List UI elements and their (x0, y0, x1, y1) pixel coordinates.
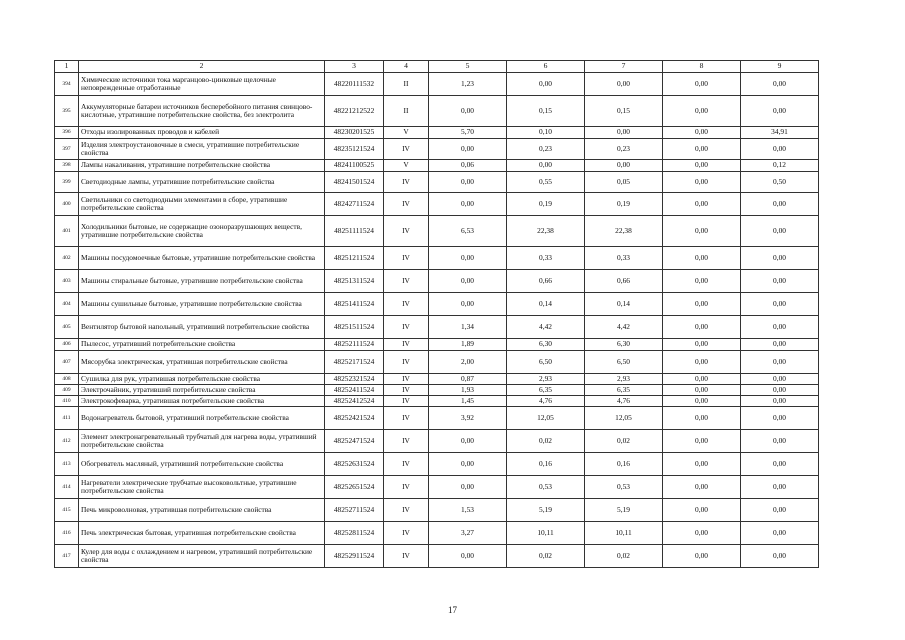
value-cell-5: 0,06 (429, 160, 507, 172)
table-row (55, 476, 819, 499)
value-cell-9: 0,00 (741, 430, 819, 453)
value-cell-9: 0,00 (741, 293, 819, 316)
waste-name-cell: Лампы накаливания, утратившие потребительские свойства (79, 160, 325, 172)
value-cell-7: 0,23 (585, 139, 663, 160)
header-cell: 2 (79, 61, 325, 73)
hazard-class-cell: IV (384, 522, 429, 545)
value-cell-6: 5,19 (507, 499, 585, 522)
hazard-class-cell: IV (384, 316, 429, 339)
value-cell-6: 6,30 (507, 339, 585, 351)
value-cell-6: 22,38 (507, 216, 585, 247)
row-number-cell: 403 (55, 270, 79, 293)
row-number-cell: 413 (55, 453, 79, 476)
value-cell-7: 0,14 (585, 293, 663, 316)
waste-name-cell: Нагреватели электрические трубчатые высоковольтные, утратившие потребительские свойства (79, 476, 325, 499)
value-cell-8: 0,00 (663, 270, 741, 293)
waste-name-cell: Отходы изолированных проводов и кабелей (79, 127, 325, 139)
table-row (55, 385, 819, 396)
fkko-code-cell: 48221212522 (325, 96, 384, 127)
hazard-class-cell: IV (384, 172, 429, 193)
value-cell-6: 6,35 (507, 385, 585, 396)
table-row (55, 216, 819, 247)
hazard-class-cell: IV (384, 270, 429, 293)
value-cell-9: 0,00 (741, 545, 819, 568)
value-cell-7: 0,00 (585, 127, 663, 139)
value-cell-9: 34,91 (741, 127, 819, 139)
value-cell-6: 4,76 (507, 396, 585, 407)
hazard-class-cell: V (384, 160, 429, 172)
waste-name-cell: Химические источники тока марганцово-цинковые щелочные неповрежденные отработанные (79, 73, 325, 96)
value-cell-8: 0,00 (663, 430, 741, 453)
value-cell-7: 0,00 (585, 73, 663, 96)
hazard-class-cell: IV (384, 545, 429, 568)
row-number-cell: 415 (55, 499, 79, 522)
value-cell-5: 1,53 (429, 499, 507, 522)
table-row (55, 247, 819, 270)
header-cell: 5 (429, 61, 507, 73)
value-cell-8: 0,00 (663, 96, 741, 127)
value-cell-9: 0,00 (741, 396, 819, 407)
waste-table (54, 60, 819, 568)
value-cell-5: 1,89 (429, 339, 507, 351)
fkko-code-cell: 48251211524 (325, 247, 384, 270)
fkko-code-cell: 48251411524 (325, 293, 384, 316)
value-cell-8: 0,00 (663, 374, 741, 385)
row-number-cell: 404 (55, 293, 79, 316)
hazard-class-cell: IV (384, 247, 429, 270)
table-row (55, 396, 819, 407)
waste-name-cell: Вентилятор бытовой напольный, утративший потребительские свойства (79, 316, 325, 339)
fkko-code-cell: 48251311524 (325, 270, 384, 293)
value-cell-8: 0,00 (663, 499, 741, 522)
table-row (55, 522, 819, 545)
fkko-code-cell: 48252321524 (325, 374, 384, 385)
hazard-class-cell: IV (384, 351, 429, 374)
value-cell-9: 0,00 (741, 385, 819, 396)
value-cell-9: 0,00 (741, 351, 819, 374)
row-number-cell: 410 (55, 396, 79, 407)
value-cell-5: 3,92 (429, 407, 507, 430)
value-cell-8: 0,00 (663, 396, 741, 407)
row-number-cell: 401 (55, 216, 79, 247)
row-number-cell: 400 (55, 193, 79, 216)
value-cell-9: 0,00 (741, 316, 819, 339)
value-cell-7: 2,93 (585, 374, 663, 385)
value-cell-9: 0,00 (741, 247, 819, 270)
value-cell-9: 0,00 (741, 499, 819, 522)
table-row (55, 96, 819, 127)
fkko-code-cell: 48251511524 (325, 316, 384, 339)
hazard-class-cell: IV (384, 476, 429, 499)
value-cell-9: 0,50 (741, 172, 819, 193)
table-row (55, 293, 819, 316)
row-number-cell: 394 (55, 73, 79, 96)
value-cell-5: 3,27 (429, 522, 507, 545)
value-cell-6: 0,55 (507, 172, 585, 193)
value-cell-7: 4,76 (585, 396, 663, 407)
value-cell-8: 0,00 (663, 73, 741, 96)
value-cell-9: 0,00 (741, 139, 819, 160)
value-cell-5: 0,00 (429, 172, 507, 193)
hazard-class-cell: IV (384, 396, 429, 407)
value-cell-6: 0,16 (507, 453, 585, 476)
table-row (55, 316, 819, 339)
value-cell-5: 0,00 (429, 96, 507, 127)
value-cell-5: 2,00 (429, 351, 507, 374)
waste-name-cell: Машины посудомоечные бытовые, утратившие потребительские свойства (79, 247, 325, 270)
value-cell-9: 0,00 (741, 270, 819, 293)
header-cell: 4 (384, 61, 429, 73)
row-number-cell: 414 (55, 476, 79, 499)
value-cell-5: 5,70 (429, 127, 507, 139)
header-cell: 6 (507, 61, 585, 73)
value-cell-9: 0,00 (741, 96, 819, 127)
table-row (55, 172, 819, 193)
table-row (55, 545, 819, 568)
waste-name-cell: Светильники со светодиодными элементами в сборе, утратившие потребительские свойства (79, 193, 325, 216)
value-cell-8: 0,00 (663, 351, 741, 374)
waste-name-cell: Пылесос, утративший потребительские свойства (79, 339, 325, 351)
value-cell-7: 12,05 (585, 407, 663, 430)
value-cell-6: 0,14 (507, 293, 585, 316)
hazard-class-cell: IV (384, 430, 429, 453)
value-cell-6: 4,42 (507, 316, 585, 339)
value-cell-6: 0,19 (507, 193, 585, 216)
hazard-class-cell: IV (384, 293, 429, 316)
row-number-cell: 405 (55, 316, 79, 339)
value-cell-7: 0,00 (585, 160, 663, 172)
value-cell-5: 6,53 (429, 216, 507, 247)
fkko-code-cell: 48241501524 (325, 172, 384, 193)
value-cell-5: 0,00 (429, 545, 507, 568)
value-cell-6: 2,93 (507, 374, 585, 385)
value-cell-5: 0,87 (429, 374, 507, 385)
value-cell-7: 22,38 (585, 216, 663, 247)
row-number-cell: 397 (55, 139, 79, 160)
value-cell-7: 0,53 (585, 476, 663, 499)
value-cell-7: 0,66 (585, 270, 663, 293)
waste-name-cell: Кулер для воды с охлаждением и нагревом, утративший потребительские свойства (79, 545, 325, 568)
value-cell-7: 0,05 (585, 172, 663, 193)
row-number-cell: 399 (55, 172, 79, 193)
fkko-code-cell: 48252412524 (325, 396, 384, 407)
header-cell: 9 (741, 61, 819, 73)
value-cell-5: 0,00 (429, 270, 507, 293)
value-cell-9: 0,12 (741, 160, 819, 172)
row-number-cell: 402 (55, 247, 79, 270)
value-cell-9: 0,00 (741, 216, 819, 247)
row-number-cell: 395 (55, 96, 79, 127)
hazard-class-cell: IV (384, 407, 429, 430)
value-cell-8: 0,00 (663, 172, 741, 193)
header-row (55, 61, 819, 73)
value-cell-8: 0,00 (663, 216, 741, 247)
fkko-code-cell: 48252411524 (325, 385, 384, 396)
hazard-class-cell: IV (384, 385, 429, 396)
value-cell-5: 0,00 (429, 139, 507, 160)
row-number-cell: 409 (55, 385, 79, 396)
hazard-class-cell: IV (384, 339, 429, 351)
fkko-code-cell: 48252711524 (325, 499, 384, 522)
hazard-class-cell: IV (384, 193, 429, 216)
hazard-class-cell: IV (384, 374, 429, 385)
fkko-code-cell: 48252471524 (325, 430, 384, 453)
fkko-code-cell: 48251111524 (325, 216, 384, 247)
hazard-class-cell: IV (384, 499, 429, 522)
header-cell: 1 (55, 61, 79, 73)
row-number-cell: 398 (55, 160, 79, 172)
header-cell: 8 (663, 61, 741, 73)
value-cell-9: 0,00 (741, 476, 819, 499)
hazard-class-cell: IV (384, 139, 429, 160)
fkko-code-cell: 48230201525 (325, 127, 384, 139)
value-cell-5: 0,00 (429, 247, 507, 270)
value-cell-9: 0,00 (741, 407, 819, 430)
value-cell-7: 6,50 (585, 351, 663, 374)
row-number-cell: 396 (55, 127, 79, 139)
value-cell-8: 0,00 (663, 193, 741, 216)
value-cell-9: 0,00 (741, 73, 819, 96)
value-cell-6: 0,15 (507, 96, 585, 127)
waste-name-cell: Электрокофеварка, утратившая потребительские свойства (79, 396, 325, 407)
value-cell-8: 0,00 (663, 160, 741, 172)
value-cell-5: 1,45 (429, 396, 507, 407)
value-cell-6: 0,02 (507, 430, 585, 453)
value-cell-9: 0,00 (741, 193, 819, 216)
value-cell-8: 0,00 (663, 476, 741, 499)
fkko-code-cell: 48242711524 (325, 193, 384, 216)
value-cell-5: 0,00 (429, 430, 507, 453)
waste-name-cell: Мясорубка электрическая, утратившая потребительские свойства (79, 351, 325, 374)
value-cell-7: 0,02 (585, 430, 663, 453)
value-cell-6: 0,23 (507, 139, 585, 160)
waste-name-cell: Электрочайник, утративший потребительские свойства (79, 385, 325, 396)
value-cell-6: 0,00 (507, 160, 585, 172)
value-cell-6: 0,53 (507, 476, 585, 499)
fkko-code-cell: 48241100525 (325, 160, 384, 172)
header-cell: 3 (325, 61, 384, 73)
row-number-cell: 407 (55, 351, 79, 374)
value-cell-6: 12,05 (507, 407, 585, 430)
value-cell-8: 0,00 (663, 247, 741, 270)
waste-name-cell: Печь электрическая бытовая, утратившая потребительские свойства (79, 522, 325, 545)
fkko-code-cell: 48220111532 (325, 73, 384, 96)
value-cell-7: 0,02 (585, 545, 663, 568)
hazard-class-cell: II (384, 96, 429, 127)
value-cell-7: 0,16 (585, 453, 663, 476)
table-row (55, 139, 819, 160)
table-row (55, 374, 819, 385)
value-cell-7: 6,30 (585, 339, 663, 351)
fkko-code-cell: 48252111524 (325, 339, 384, 351)
value-cell-8: 0,00 (663, 339, 741, 351)
table-row (55, 430, 819, 453)
table-row (55, 73, 819, 96)
value-cell-7: 0,33 (585, 247, 663, 270)
value-cell-8: 0,00 (663, 127, 741, 139)
value-cell-8: 0,00 (663, 522, 741, 545)
waste-name-cell: Обогреватель масляный, утративший потребительские свойства (79, 453, 325, 476)
table-row (55, 270, 819, 293)
waste-name-cell: Светодиодные лампы, утратившие потребительские свойства (79, 172, 325, 193)
value-cell-7: 0,15 (585, 96, 663, 127)
waste-name-cell: Печь микроволновая, утратившая потребительские свойства (79, 499, 325, 522)
row-number-cell: 412 (55, 430, 79, 453)
page-number: 17 (448, 605, 457, 615)
value-cell-6: 0,33 (507, 247, 585, 270)
value-cell-6: 0,66 (507, 270, 585, 293)
fkko-code-cell: 48252911524 (325, 545, 384, 568)
waste-name-cell: Аккумуляторные батареи источников бесперебойного питания свинцово-кислотные, утратившие потребительские свойства, без электролита (79, 96, 325, 127)
value-cell-7: 5,19 (585, 499, 663, 522)
value-cell-8: 0,00 (663, 316, 741, 339)
table-row (55, 160, 819, 172)
hazard-class-cell: IV (384, 216, 429, 247)
value-cell-5: 0,00 (429, 293, 507, 316)
table-row (55, 407, 819, 430)
value-cell-6: 0,10 (507, 127, 585, 139)
waste-name-cell: Машины стиральные бытовые, утратившие потребительские свойства (79, 270, 325, 293)
fkko-code-cell: 48235121524 (325, 139, 384, 160)
table-row (55, 339, 819, 351)
row-number-cell: 417 (55, 545, 79, 568)
value-cell-6: 0,00 (507, 73, 585, 96)
table-row (55, 193, 819, 216)
hazard-class-cell: IV (384, 453, 429, 476)
value-cell-6: 6,50 (507, 351, 585, 374)
value-cell-5: 1,34 (429, 316, 507, 339)
fkko-code-cell: 48252421524 (325, 407, 384, 430)
waste-name-cell: Элемент электронагревательный трубчатый для нагрева воды, утративший потребительские свойства (79, 430, 325, 453)
table-row (55, 351, 819, 374)
value-cell-9: 0,00 (741, 374, 819, 385)
hazard-class-cell: V (384, 127, 429, 139)
fkko-code-cell: 48252651524 (325, 476, 384, 499)
hazard-class-cell: II (384, 73, 429, 96)
value-cell-6: 0,02 (507, 545, 585, 568)
value-cell-8: 0,00 (663, 453, 741, 476)
value-cell-7: 4,42 (585, 316, 663, 339)
row-number-cell: 411 (55, 407, 79, 430)
value-cell-8: 0,00 (663, 293, 741, 316)
row-number-cell: 416 (55, 522, 79, 545)
header-cell: 7 (585, 61, 663, 73)
table-row (55, 127, 819, 139)
value-cell-5: 1,23 (429, 73, 507, 96)
value-cell-6: 10,11 (507, 522, 585, 545)
value-cell-7: 6,35 (585, 385, 663, 396)
value-cell-5: 0,00 (429, 193, 507, 216)
value-cell-9: 0,00 (741, 522, 819, 545)
value-cell-8: 0,00 (663, 139, 741, 160)
fkko-code-cell: 48252631524 (325, 453, 384, 476)
value-cell-7: 0,19 (585, 193, 663, 216)
waste-name-cell: Сушилка для рук, утратившая потребительские свойства (79, 374, 325, 385)
value-cell-5: 0,00 (429, 453, 507, 476)
value-cell-8: 0,00 (663, 407, 741, 430)
row-number-cell: 406 (55, 339, 79, 351)
fkko-code-cell: 48252811524 (325, 522, 384, 545)
waste-name-cell: Водонагреватель бытовой, утративший потребительские свойства (79, 407, 325, 430)
value-cell-7: 10,11 (585, 522, 663, 545)
value-cell-8: 0,00 (663, 545, 741, 568)
waste-name-cell: Холодильники бытовые, не содержащие озоноразрушающих веществ, утратившие потребительские свойства (79, 216, 325, 247)
row-number-cell: 408 (55, 374, 79, 385)
table-row (55, 499, 819, 522)
value-cell-8: 0,00 (663, 385, 741, 396)
value-cell-9: 0,00 (741, 453, 819, 476)
waste-name-cell: Изделия электроустановочные в смеси, утратившие потребительские свойства (79, 139, 325, 160)
value-cell-5: 1,93 (429, 385, 507, 396)
value-cell-5: 0,00 (429, 476, 507, 499)
table-row (55, 453, 819, 476)
waste-name-cell: Машины сушильные бытовые, утратившие потребительские свойства (79, 293, 325, 316)
value-cell-9: 0,00 (741, 339, 819, 351)
fkko-code-cell: 48252171524 (325, 351, 384, 374)
